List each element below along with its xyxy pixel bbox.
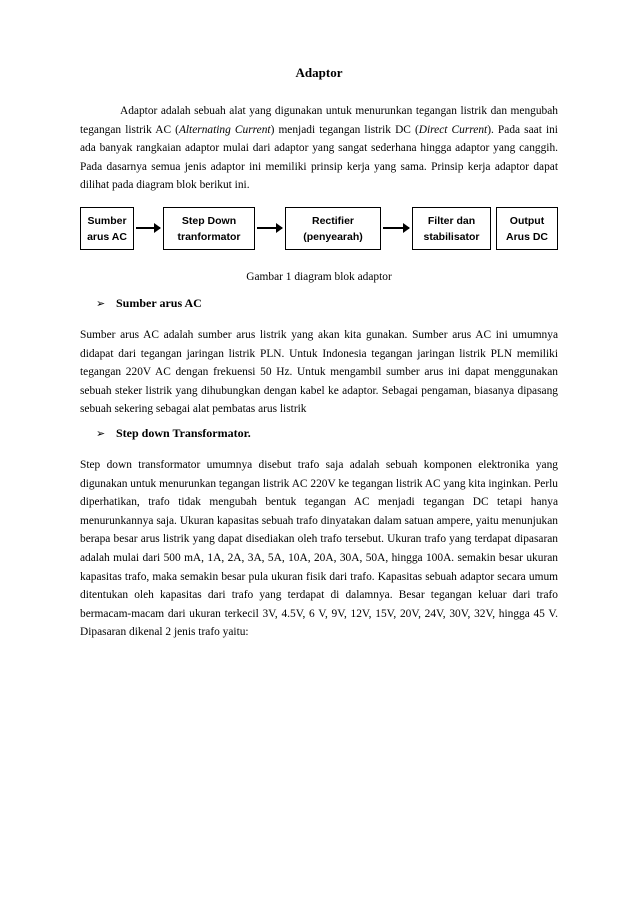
arrow-right-icon [136,227,160,229]
intro-text-2: ) menjadi tegangan listrik DC ( [270,123,419,136]
block-step-down [163,207,255,250]
block-label-line2: stabilisator [423,231,480,243]
section-heading-text: Step down Transformator. [116,426,251,440]
intro-text-3: ). Pada saat ini ada banyak rangkaian adaptor mulai dari adaptor yang sangat sederhana hingga adaptor yang canggih. Pada dasarnya semua jenis adaptor ini memiliki prinsip kerja yang sama. Prinsip kerja adaptor dapat dilihat pada diagram blok berikut ini. [80,123,558,192]
block-output [496,207,558,250]
intro-text-1: Adaptor adalah sebuah alat yang digunakan untuk menurunkan tegangan listrik dan mengubah tegangan listrik AC ( [80,105,558,136]
arrowhead-bullet-icon: ➢ [96,297,106,310]
intro-italic-dc: Direct Current [418,123,488,136]
block-label-line1: Filter dan [427,215,476,227]
arrow-right-icon [383,227,409,229]
block-label-line2: Arus DC [505,231,548,243]
intro-italic-ac: Alternating Current [178,123,271,136]
block-sumber-arus-ac [80,207,134,250]
block-label-line1: Sumber [87,215,127,227]
block-label-line1: Output [509,215,545,227]
section-body-sumber: Sumber arus AC adalah sumber arus listrik yang akan kita gunakan. Sumber arus AC ini umumnya didapat dari tegangan jaringan listrik PLN. Untuk Indonesia tegangan jaringan listrik PLN memiliki tegangan 220V AC dengan frekuensi 50 Hz. Untuk mengambil sumber arus ini dapat menggunakan sebuah steker listrik yang dihubungkan dengan kabel ke adaptor. Sebagai pengaman, biasanya dipasang sebuah sekering sebagai alat pembatas arus listrik [80,329,558,416]
block-label-line2: (penyearah) [303,231,363,243]
figure-caption: Gambar 1 diagram blok adaptor [246,271,392,283]
block-label-line1: Rectifier [311,215,354,227]
block-filter [412,207,491,250]
block-rectifier [285,207,381,250]
document-title: Adaptor [295,65,343,80]
block-diagram [80,207,558,252]
section-body-step-down: Step down transformator umumnya disebut trafo saja adalah sebuah komponen elektronika yang digunakan untuk menurunkan tegangan listrik AC 220V ke tegangan listrik AC yang kita inginkan. Perlu diperhatikan, trafo tidak mengubah bentuk tegangan AC menjadi tegangan DC tetapi hanya menurunkannya saja. Ukuran kapasitas sebuah trafo dinyatakan dalam satuan ampere, yaitu menunjukan berapa besar arus listrik yang dapat disediakan oleh trafo tersebut. Ukuran trafo yang terdapat dipasaran adalah mulai dari 500 mA, 1A, 2A, 3A, 5A, 10A, 20A, 30A, 50A, hingga 100A. semakin besar ukuran kapasitas trafo, maka semakin besar pula ukuran fisik dari trafo. Kapasitas sebuah adaptor secara umum ditentukan oleh kapasitas dari trafo yang terdapat di dalamnya. Besar tegangan keluar dari trafo bermacam-macam dari ukuran terkecil 3V, 4.5V, 6 V, 9V, 12V, 15V, 20V, 24V, 30V, 32V, hingga 45 V. Dipasaran dikenal 2 jenis trafo yaitu: [80,459,558,639]
arrowhead-bullet-icon: ➢ [96,427,106,440]
block-label-line2: tranformator [177,231,241,243]
section-heading-step-down [96,424,251,444]
intro-paragraph [80,102,558,195]
block-label-line2: arus AC [87,231,127,243]
section-heading-sumber [96,294,202,314]
arrow-right-icon [257,227,282,229]
block-label-line1: Step Down [181,215,237,227]
section-heading-text: Sumber arus AC [116,296,202,310]
